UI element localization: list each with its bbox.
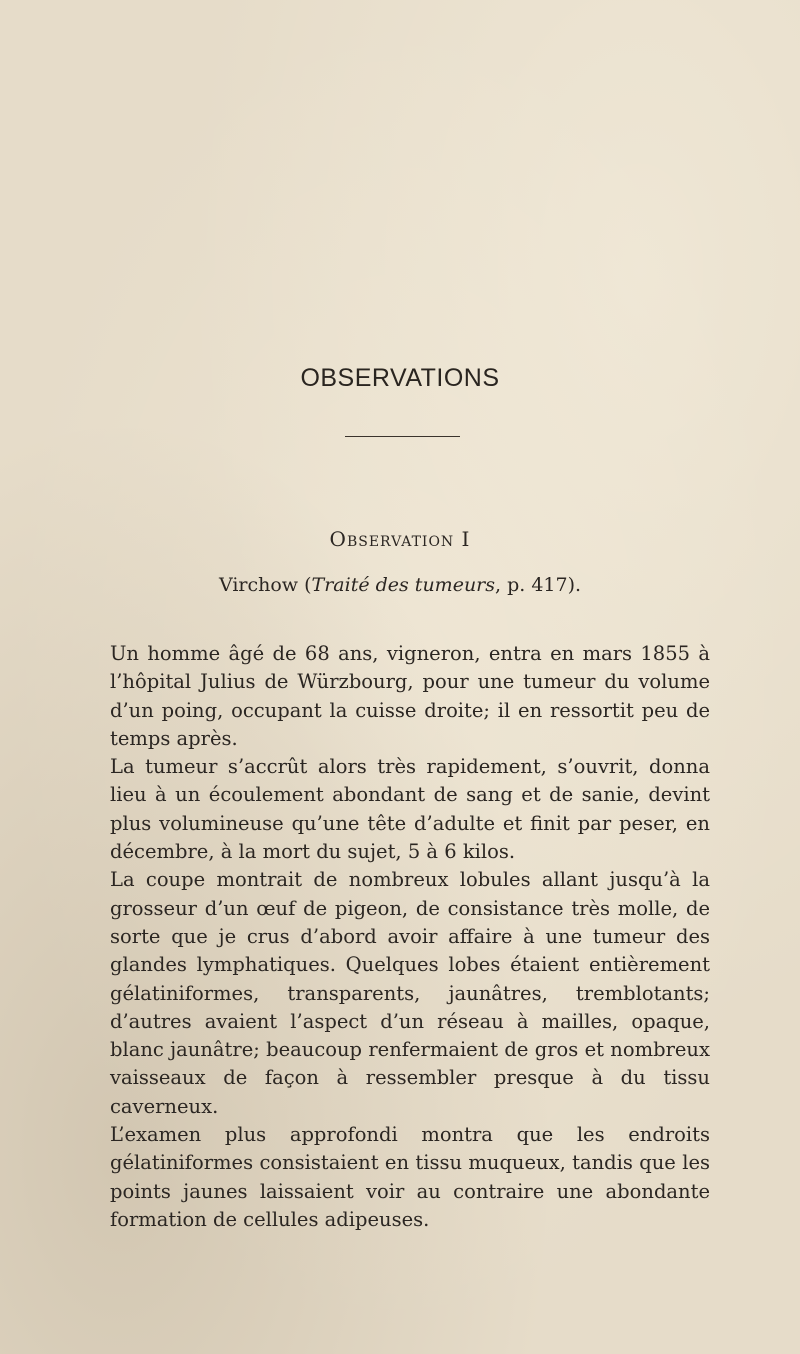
citation-work: Traité des tumeurs [311,574,496,596]
paragraph-1: Un homme âgé de 68 ans, vigneron, entra en mars 1855 à l’hôpital Julius de Würzbourg, pour une tumeur du volume d’un poing, occupant la cuisse droite; il en ressortit peu de temps après. [110,642,710,750]
observation-citation [0,574,800,596]
paragraph-2: La tumeur s’accrût alors très rapidement, s’ouvrit, donna lieu à un écoulement abondant de sang et de sanie, devint plus volumineuse qu’une tête d’adulte et finit par peser, en décembre, à la mort du sujet, 5 à 6 kilos. [110,755,710,864]
citation-page: , p. 417). [495,574,582,596]
observation-title: Observation I [329,527,471,551]
observation-body [110,640,710,1234]
paragraph-4: L’examen plus approfondi montra que les endroits gélatiniformes consistaient en tissu muqueux, tandis que les points jaunes laissaient voir au contraire une abondante formation de cellules adipeuses. [110,1123,710,1231]
heading-divider [345,436,460,437]
section-heading: OBSERVATIONS [300,364,500,392]
paragraph-3: La coupe montrait de nombreux lobules allant jusqu’à la grosseur d’un œuf de pigeon, de consistance très molle, de sorte que je crus d’abord avoir affaire à une tumeur des glandes lymphatiques. Quelques lobes étaient entièrement gélatiniformes, transparents, jaunâtres, tremblotants; d’autres avaient l’aspect d’un réseau à mailles, opaque, blanc jaunâtre; beaucoup renfermaient de gros et nombreux vaisseaux de façon à ressembler presque à du tissu caverneux. [110,868,710,1118]
citation-author: Virchow ( [218,574,312,596]
